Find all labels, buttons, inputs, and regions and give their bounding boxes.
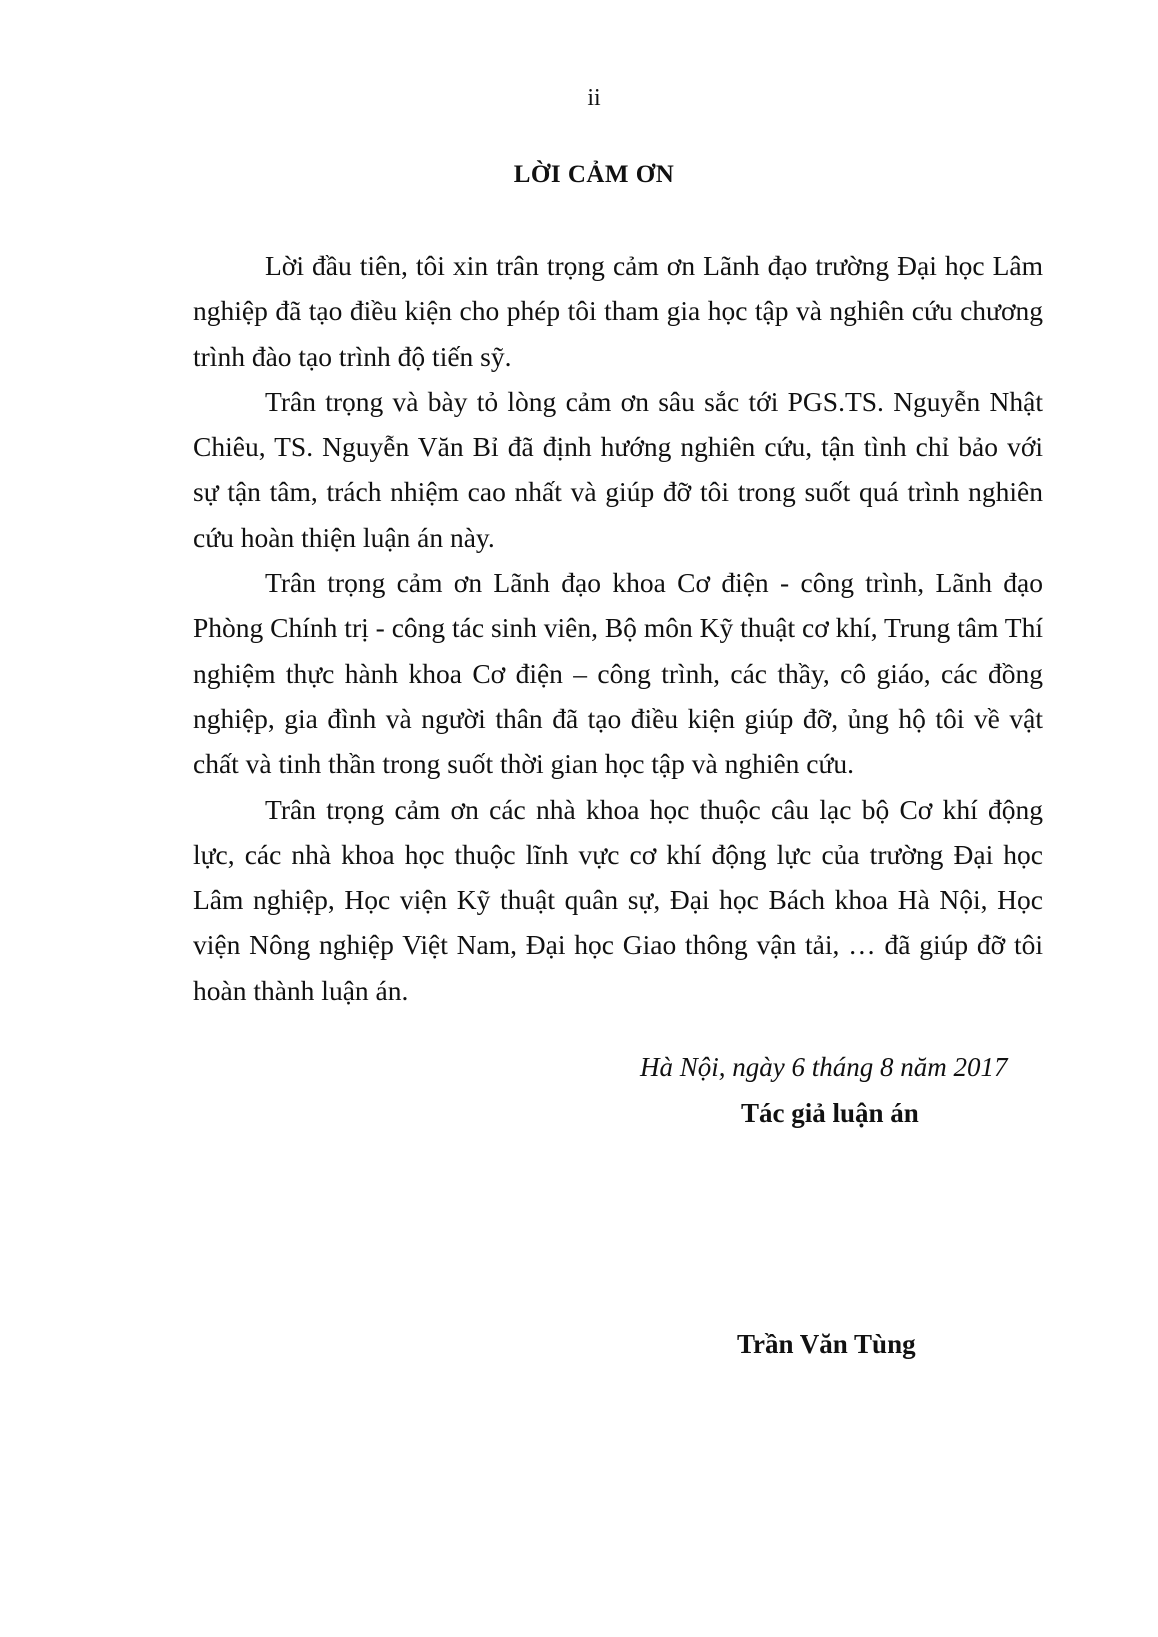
paragraph: Trân trọng và bày tỏ lòng cảm ơn sâu sắc tới PGS.TS. Nguyễn Nhật Chiêu, TS. Nguyễn Văn Bỉ đã định hướng nghiên cứu, tận tình chỉ bảo với sự tận tâm, trách nhiệm cao nhất và giúp đỡ tôi trong suốt quá trình nghiên cứu hoàn thiện luận án này. <box>193 385 1043 553</box>
paragraph: Trân trọng cảm ơn các nhà khoa học thuộc câu lạc bộ Cơ khí động lực, các nhà khoa học thuộc lĩnh vực cơ khí động lực của trường Đại học Lâm nghiệp, Học viện Kỹ thuật quân sự, Đại học Bách khoa Hà Nội, Học viện Nông nghiệp Việt Nam, Đại học Giao thông vận tải, … đã giúp đỡ tôi hoàn thành luận án. <box>193 793 1043 1006</box>
paragraph: Lời đầu tiên, tôi xin trân trọng cảm ơn Lãnh đạo trường Đại học Lâm nghiệp đã tạo điều kiện cho phép tôi tham gia học tập và nghiên cứu chương trình đào tạo trình độ tiến sỹ. <box>193 250 1043 372</box>
acknowledgement-body <box>193 243 1043 1013</box>
page-title: LỜI CẢM ƠN <box>513 161 675 188</box>
place-date-line: Hà Nội, ngày 6 tháng 8 năm 2017 <box>640 1052 1008 1082</box>
page-number: ii <box>587 85 601 111</box>
paragraph: Trân trọng cảm ơn Lãnh đạo khoa Cơ điện - công trình, Lãnh đạo Phòng Chính trị - công tác sinh viên, Bộ môn Kỹ thuật cơ khí, Trung tâm Thí nghiệm thực hành khoa Cơ điện – công trình, các thầy, cô giáo, các đồng nghiệp, gia đình và người thân đã tạo điều kiện giúp đỡ, ủng hộ tôi về vật chất và tinh thần trong suốt thời gian học tập và nghiên cứu. <box>193 567 1043 780</box>
author-role-label: Tác giả luận án <box>741 1098 919 1128</box>
author-name: Trần Văn Tùng <box>737 1329 916 1359</box>
